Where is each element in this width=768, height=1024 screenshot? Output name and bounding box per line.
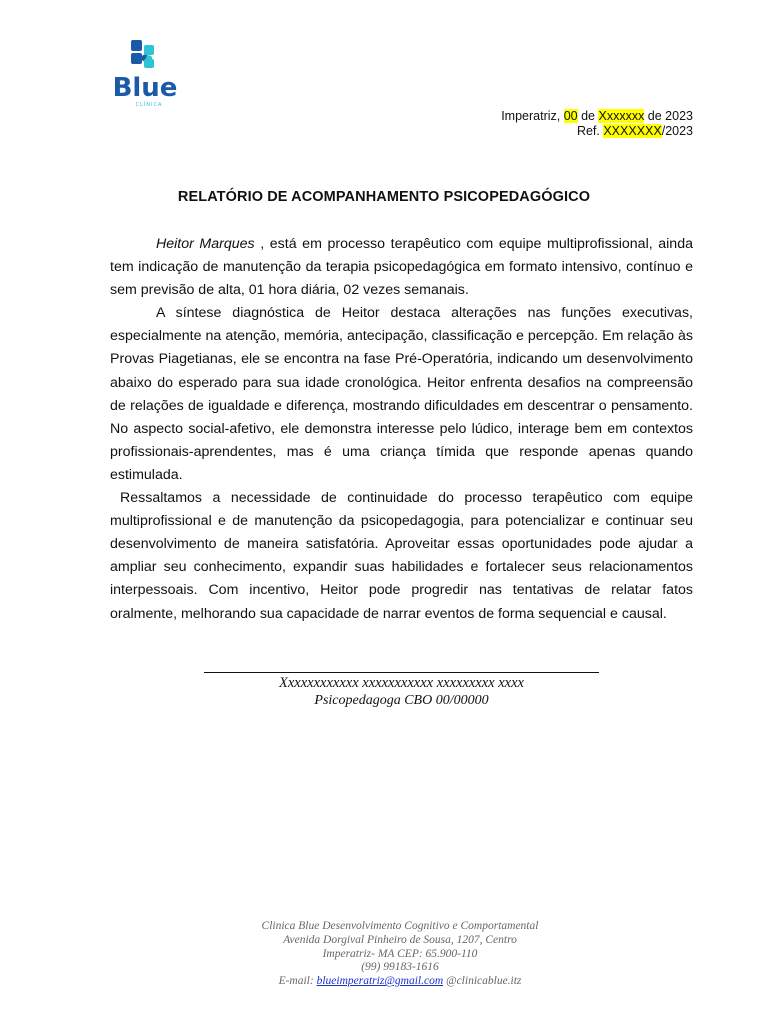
- place-text: Imperatriz,: [501, 109, 564, 123]
- de-text: de: [577, 109, 599, 123]
- footer-clinic-name: Clinica Blue Desenvolvimento Cognitivo e Comportamental: [261, 920, 539, 932]
- instagram-handle: @clinicablue.itz: [443, 975, 522, 988]
- signature-block: [204, 672, 599, 710]
- signer-role: Psicopedagoga CBO 00/00000: [314, 693, 489, 708]
- report-body: [110, 233, 693, 626]
- signer-name: Xxxxxxxxxxxx xxxxxxxxxxx xxxxxxxxx xxxx: [279, 675, 524, 691]
- document-title: RELATÓRIO DE ACOMPANHAMENTO PSICOPEDAGÓGICO: [177, 189, 591, 205]
- date-reference-block: [501, 109, 693, 139]
- clinic-logo: [112, 36, 182, 108]
- logo-subtext: CLÍNICA: [135, 102, 163, 108]
- footer-contact-line: [0, 975, 768, 989]
- ref-prefix: Ref.: [576, 124, 604, 138]
- footer: [0, 920, 768, 989]
- paragraph-2: A síntese diagnóstica de Heitor destaca alterações nas funções executivas, especialmente na atenção, memória, antecipação, classificação e percepção. Em relação às Provas Piagetianas, ele se encontra na fase Pré-Operatória, indicando um desenvolvimento abaixo do esperado para sua idade cronológica. Heitor enfrenta desafios na compreensão de relações de igualdade e diferença, mostrando dificuldades em descentrar o pensamento. No aspecto social-afetivo, ele demonstra interesse pelo lúdico, interage bem em contextos profissionais-aprendentes, mas é uma criança tímida que responde apenas quando estimulada.: [110, 305, 693, 483]
- ref-code-placeholder: XXXXXXX: [603, 124, 662, 138]
- email-link[interactable]: blueimperatriz@gmail.com: [316, 975, 444, 988]
- reference-line: [501, 124, 693, 139]
- paragraph-1-text: , está em processo terapêutico com equipe multiprofissional, ainda tem indicação de manutenção da terapia psicopedagógica em formato intensivo, contínuo e sem previsão de alta, 01 hora diária, 02 vezes semanais.: [110, 236, 693, 299]
- ref-suffix: /2023: [661, 124, 693, 138]
- footer-address: Avenida Dorgival Pinheiro de Sousa, 1207, Centro: [283, 933, 517, 946]
- paragraph-1: [110, 233, 693, 302]
- puzzle-logo-icon: [112, 36, 182, 108]
- footer-phone: (99) 99183-1616: [361, 961, 439, 974]
- email-label: E-mail:: [278, 975, 317, 988]
- day-placeholder: 00: [563, 109, 578, 123]
- signature-line: [204, 672, 599, 673]
- date-line: [501, 109, 693, 124]
- paragraph-3: Ressaltamos a necessidade de continuidade do processo terapêutico com equipe multiprofissional e de manutenção da psicopedagogia, para potencializar e continuar seu desenvolvimento de maneira satisfatória. Aproveitar essas oportunidades pode ajudar a ampliar seu conhecimento, expandir suas habilidades e fortalecer seus relacionamentos interpessoais. Com incentivo, Heitor pode progredir nas tentativas de relatar fatos oralmente, melhorando sua capacidade de narrar eventos de forma sequencial e causal.: [110, 490, 693, 622]
- year-text: de 2023: [644, 109, 693, 123]
- footer-city: Imperatriz- MA CEP: 65.900-110: [322, 947, 478, 960]
- logo-text: Blue: [112, 73, 178, 103]
- month-placeholder: Xxxxxxx: [598, 109, 645, 123]
- patient-name: Heitor Marques: [156, 236, 255, 252]
